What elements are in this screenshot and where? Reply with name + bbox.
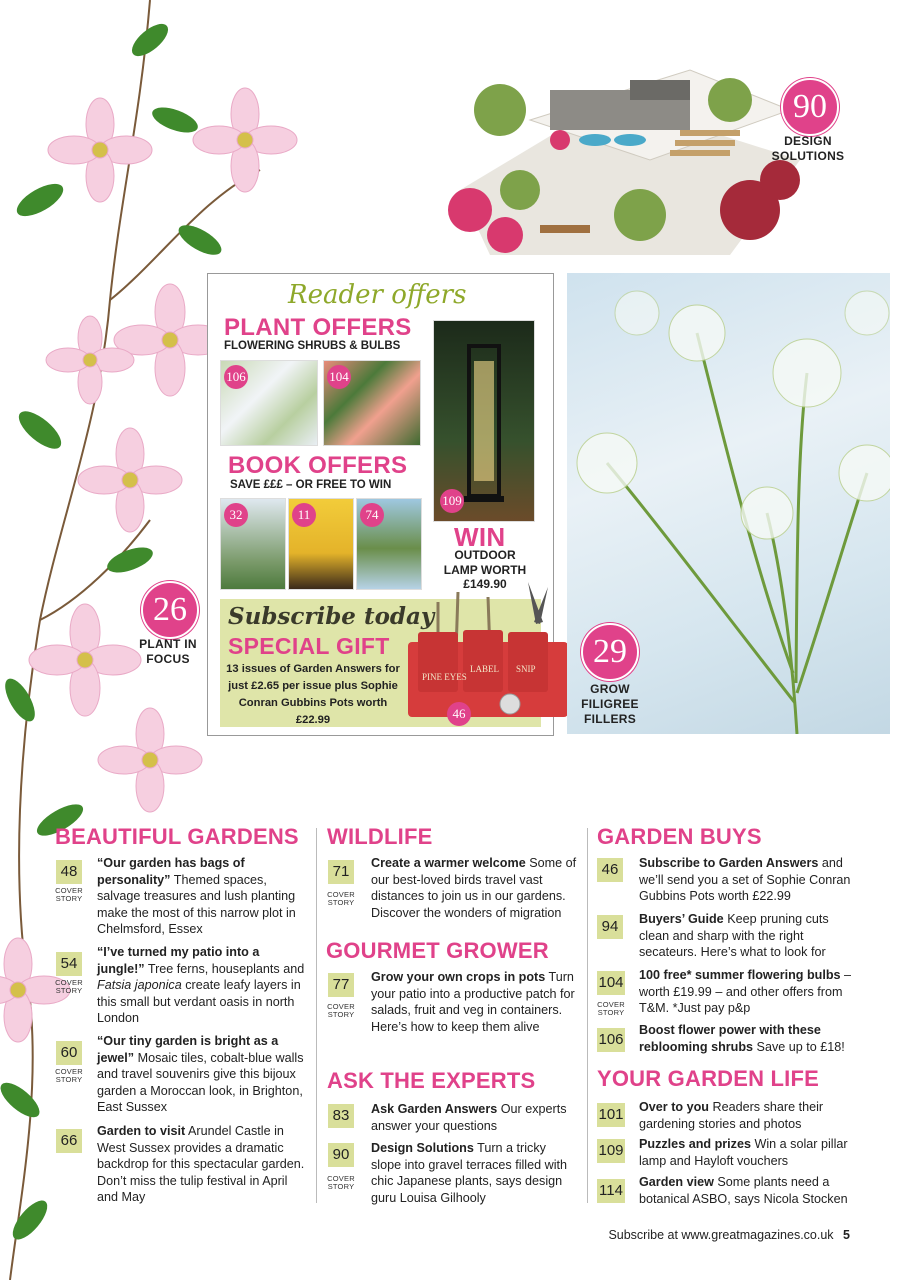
page-number[interactable]: 109 [597, 1139, 625, 1163]
page-badge: 32 [224, 503, 248, 527]
reader-offers-script-title: Reader offers [288, 280, 467, 310]
contents-entry[interactable] [97, 1123, 309, 1206]
plant-offer-thumb[interactable] [220, 360, 318, 446]
section-title-your-garden-life: YOUR GARDEN LIFE [597, 1066, 819, 1091]
column-divider [587, 828, 588, 1203]
contents-entry[interactable] [371, 969, 577, 1035]
entry-headline: Buyers’ Guide [639, 912, 724, 926]
cover-story-text: COVER [55, 1067, 83, 1076]
page-badge-grow-filigree[interactable]: 29 [581, 623, 639, 681]
page-badge-subscribe[interactable]: 46 [447, 702, 471, 726]
cover-story-label [326, 1175, 356, 1191]
badge-label-line: FILIGREE [581, 697, 639, 711]
page-number[interactable]: 83 [328, 1104, 354, 1128]
entry-text: create leafy layers in this small but verdant oasis in north London [97, 978, 301, 1026]
page-badge: 74 [360, 503, 384, 527]
contents-entry[interactable] [97, 855, 309, 938]
entry-text: Readers share their gardening stories and photos [639, 1100, 824, 1131]
cover-story-text: COVER [55, 886, 83, 895]
page-number[interactable]: 77 [328, 973, 354, 997]
column-divider [316, 828, 317, 1203]
contents-entry[interactable] [97, 1033, 309, 1116]
contents-entry[interactable] [371, 1140, 577, 1206]
entry-text: Some plants need a botanical ASBO, says Nicola Stocken [639, 1175, 848, 1206]
page-number[interactable]: 46 [597, 858, 623, 882]
page-number[interactable]: 60 [56, 1041, 82, 1065]
cover-story-text: STORY [327, 898, 355, 907]
contents-entry[interactable] [639, 1099, 853, 1132]
entry-text: Turn your patio into a productive patch for salads, fruit and veg in containers. Here’s how to keep them alive [371, 970, 575, 1034]
entry-text: Tree ferns, houseplants and [144, 961, 305, 976]
page-number[interactable]: 71 [328, 860, 354, 884]
win-title: WIN [454, 522, 506, 552]
entry-headline: “Our tiny garden is bright as a jewel” [97, 1034, 279, 1065]
cover-story-label [326, 1003, 356, 1019]
footer [560, 1228, 850, 1242]
page-number[interactable]: 54 [56, 952, 82, 976]
section-title-beautiful-gardens: BEAUTIFUL GARDENS [55, 824, 299, 849]
cover-story-text: STORY [55, 894, 83, 903]
entry-text: – worth £19.99 – and other offers from T&M. *Just pay p&p [639, 968, 852, 1016]
contents-entry[interactable] [639, 1022, 853, 1055]
badge-label-line: FILLERS [583, 712, 637, 726]
win-line: LAMP WORTH [443, 562, 527, 577]
cover-story-text: STORY [597, 1008, 625, 1017]
cover-story-text: STORY [55, 986, 83, 995]
contents-entry[interactable] [371, 1101, 577, 1134]
cover-story-label [54, 887, 84, 903]
section-title-gourmet-grower: GOURMET GROWER [326, 938, 549, 963]
entry-headline: Create a warmer welcome [371, 856, 526, 870]
cover-story-text: COVER [55, 978, 83, 987]
badge-label-design-solutions [760, 134, 856, 164]
section-title-garden-buys: GARDEN BUYS [597, 824, 762, 849]
entry-text: and we’ll send you a set of Sophie Conran Gubbins Pots worth £22.99 [639, 856, 851, 904]
page-badge: 106 [224, 365, 248, 389]
page-number[interactable]: 48 [56, 860, 82, 884]
win-line: £149.90 [463, 577, 507, 591]
entry-text: Some of our best-loved birds travel vast distances to join us in our gardens. Discover the wonders of migration [371, 856, 577, 920]
entry-headline: 100 free* summer flowering bulbs [639, 968, 841, 982]
pot-label: LABEL [470, 664, 499, 674]
cover-story-text: STORY [327, 1182, 355, 1191]
entry-text: Save up to £18! [753, 1039, 845, 1054]
contents-entry[interactable] [639, 1136, 853, 1169]
page-badge: 109 [440, 489, 464, 513]
cover-story-text: COVER [597, 1000, 625, 1009]
badge-label-line: DESIGN [784, 134, 832, 148]
section-title-ask-the-experts: ASK THE EXPERTS [327, 1068, 536, 1093]
special-gift-title: SPECIAL GIFT [228, 633, 390, 659]
page-number[interactable]: 90 [328, 1143, 354, 1167]
contents-entry[interactable] [639, 855, 853, 905]
entry-text: Our experts answer your questions [371, 1102, 567, 1133]
entry-text: Themed spaces, salvage treasures and lush planting make the most of this narrow plot in Chelmsford, Essex [97, 872, 296, 937]
page-number[interactable]: 106 [597, 1028, 625, 1052]
entry-headline: Subscribe to Garden Answers [639, 856, 819, 870]
entry-text: Keep pruning cuts clean and sharp with the right secateurs. Here’s what to look for [639, 912, 829, 960]
badge-label-line: FOCUS [146, 652, 190, 666]
page-number[interactable]: 66 [56, 1129, 82, 1153]
page-badge-plant-in-focus[interactable]: 26 [141, 581, 199, 639]
contents-entry[interactable] [639, 967, 853, 1017]
page-number[interactable]: 94 [597, 915, 623, 939]
page-badge-design-solutions[interactable]: 90 [781, 78, 839, 136]
page-number[interactable]: 114 [597, 1179, 625, 1203]
book-offer-thumb[interactable] [288, 498, 354, 590]
entry-headline: Ask Garden Answers [371, 1102, 498, 1116]
page-number[interactable]: 101 [597, 1103, 625, 1127]
page-folio: 5 [843, 1228, 850, 1242]
win-line: OUTDOOR [454, 548, 516, 562]
book-offers-subtitle: SAVE £££ – OR FREE TO WIN [230, 479, 392, 491]
badge-label-plant-in-focus [128, 637, 208, 667]
contents-entry[interactable] [639, 1174, 853, 1207]
plant-offers-subtitle: FLOWERING SHRUBS & BULBS [224, 340, 401, 352]
entry-text: Arundel Castle in West Sussex provides a dramatic backdrop for this spectacular garden. Don’t miss the tulip festival in April and May [97, 1124, 305, 1205]
contents-entry[interactable] [639, 911, 853, 961]
entry-headline: “I’ve turned my patio into a jungle!” [97, 945, 260, 976]
entry-headline: Boost flower power with these reblooming shrubs [639, 1023, 821, 1054]
pot-label: PINE EYES [422, 672, 467, 682]
entry-headline: Grow your own crops in pots [371, 970, 546, 984]
gift-description [224, 661, 402, 729]
gift-line: 13 issues of Garden Answers for [226, 663, 400, 675]
entry-headline: Garden to visit [97, 1124, 186, 1138]
entry-headline: Over to you [639, 1100, 709, 1114]
cover-story-text: COVER [327, 1174, 355, 1183]
page-badge: 11 [292, 503, 316, 527]
plant-offers-title: PLANT OFFERS [224, 314, 412, 341]
contents-entry[interactable] [371, 855, 577, 921]
plant-offer-thumb[interactable] [323, 360, 421, 446]
entry-headline: “Our garden has bags of personality” [97, 856, 245, 887]
entry-italic: Fatsia japonica [97, 978, 182, 993]
contents-entry[interactable] [97, 944, 309, 1027]
cover-story-label [596, 1001, 626, 1017]
gift-line: Conran Gubbins Pots worth £22.99 [238, 697, 388, 726]
entry-text: Turn a tricky slope into gravel terraces filled with chic Japanese plants, says design guru Louisa Gilhooly [371, 1141, 567, 1205]
cover-story-label [54, 979, 84, 995]
book-offer-thumb[interactable] [220, 498, 286, 590]
cover-story-text: COVER [327, 890, 355, 899]
badge-label-line: SOLUTIONS [771, 149, 845, 163]
cover-story-label [54, 1068, 84, 1084]
pot-label: SNIP [516, 664, 536, 674]
badge-label-line: GROW [590, 682, 630, 696]
entry-headline: Design Solutions [371, 1141, 474, 1155]
cover-story-text: COVER [327, 1002, 355, 1011]
badge-label-line: PLANT IN [139, 637, 197, 651]
footer-subscribe-link[interactable]: Subscribe at www.greatmagazines.co.uk [608, 1228, 834, 1242]
section-title-wildlife: WILDLIFE [327, 824, 433, 849]
gubbins-pots-illustration [398, 572, 568, 732]
entry-text: Mosaic tiles, cobalt-blue walls and travel souvenirs give this bijoux garden a Moroccan look, in Brighton, East Sussex [97, 1050, 304, 1115]
page-number[interactable]: 104 [597, 971, 625, 995]
badge-label-grow-filigree [570, 682, 650, 727]
lamp-offer-photo[interactable] [433, 320, 535, 522]
page-badge: 104 [327, 365, 351, 389]
cover-story-text: STORY [55, 1075, 83, 1084]
entry-headline: Puzzles and prizes [639, 1137, 751, 1151]
cover-story-label [326, 891, 356, 907]
gift-line: just £2.65 per issue plus Sophie [228, 680, 398, 692]
entry-headline: Garden view [639, 1175, 714, 1189]
book-offers-title: BOOK OFFERS [228, 452, 408, 479]
cover-story-text: STORY [327, 1010, 355, 1019]
subscribe-script-title: Subscribe today [228, 603, 435, 630]
garden-design-illustration [430, 40, 810, 260]
entry-text: Win a solar pillar lamp and Hayloft vouchers [639, 1137, 848, 1168]
